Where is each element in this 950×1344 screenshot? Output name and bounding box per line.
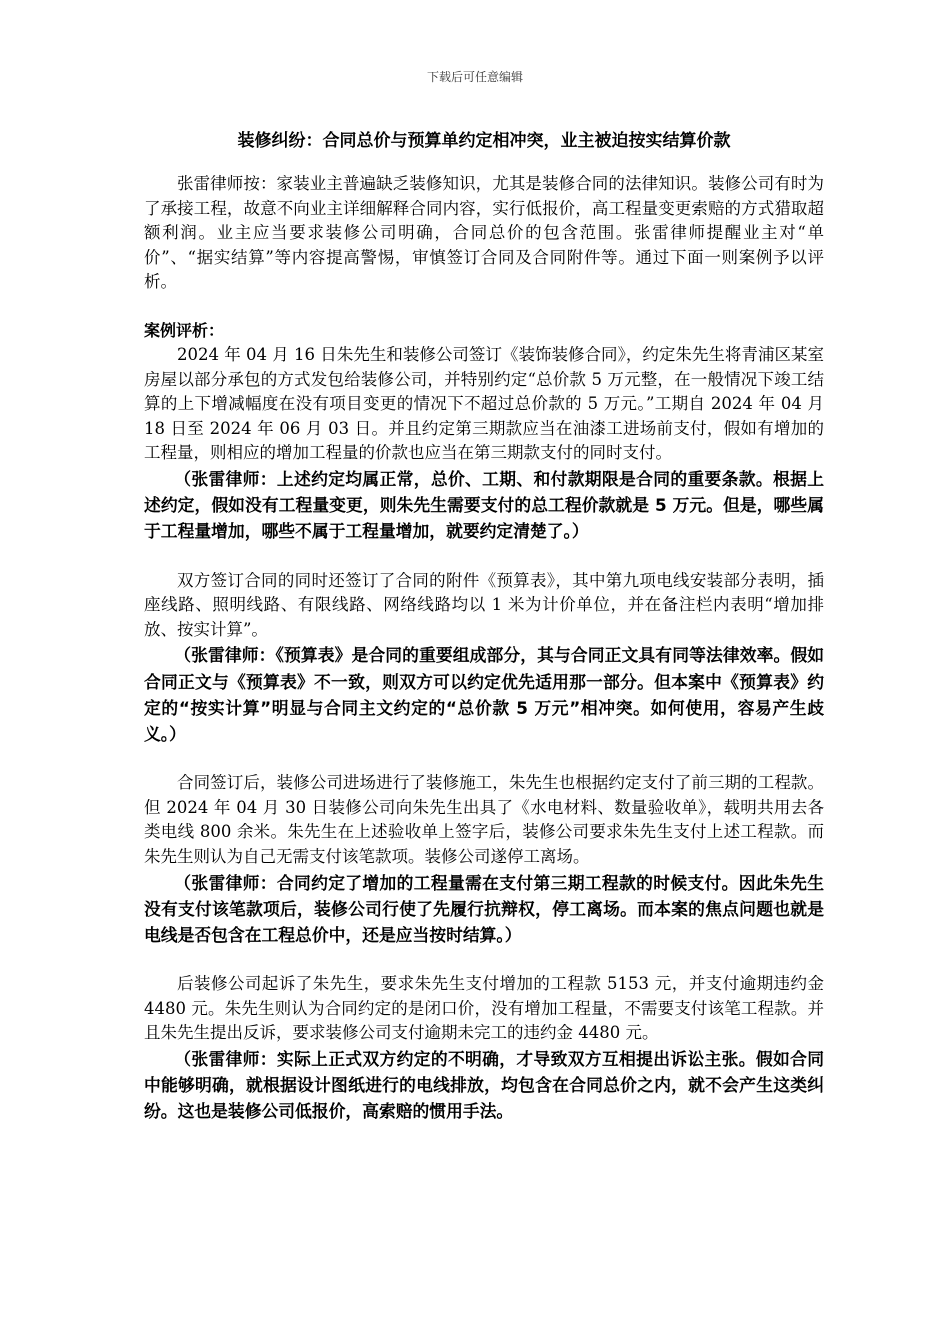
lawyer-comment-4: （张雷律师：实际上正式双方约定的不明确，才导致双方互相提出诉讼主张。假如合同中能够明确，就根据设计图纸进行的电线排放，均包含在合同总价之内，就不会产生这类纠纷。这也是装修公司低报价，高索赔的惯用手法。 (144, 1048, 824, 1122)
case-paragraph-1: 2024 年 04 月 16 日朱先生和装修公司签订《装饰装修合同》，约定朱先生将青浦区某室房屋以部分承包的方式发包给装修公司，并特别约定“总价款 5 万元整，在一般情况下竣工结算的上下增减幅度在没有项目变更的情况下不超过总价款的 5 万元。”工期自 2024 年 04 月 18 日至 2024 年 06 月 03 日。并且约定第三期款应当在油漆工进场前支付，假如有增加的工程量，则相应的增加工程量的价款也应当在第三期款支付的同时支付。 (144, 344, 824, 463)
case-paragraph-3: 合同签订后，装修公司进场进行了装修施工，朱先生也根据约定支付了前三期的工程款。但 2024 年 04 月 30 日装修公司向朱先生出具了《水电材料、数量验收单》，载明共用去各类电线 800 余米。朱先生在上述验收单上签字后，装修公司要求朱先生支付上述工程款。而朱先生则认为自己无需支付该笔款项。装修公司遂停工离场。 (144, 773, 824, 866)
case-paragraph-4: 后装修公司起诉了朱先生，要求朱先生支付增加的工程款 5153 元，并支付逾期违约金 4480 元。朱先生则认为合同约定的是闭口价，没有增加工程量，不需要支付该笔工程款。并且朱先生提出反诉，要求装修公司支付逾期未完工的违约金 4480 元。 (144, 974, 824, 1043)
lawyer-comment-3: （张雷律师：合同约定了增加的工程量需在支付第三期工程款的时候支付。因此朱先生没有支付该笔款项后，装修公司行使了先履行抗辩权，停工离场。而本案的焦点问题也就是电线是否包含在工程总价中，还是应当按时结算。） (144, 872, 824, 945)
intro-paragraph: 张雷律师按：家装业主普遍缺乏装修知识，尤其是装修合同的法律知识。装修公司有时为了承接工程，故意不向业主详细解释合同内容，实行低报价，高工程量变更索赔的方式猎取超额利润。业主应当要求装修公司明确，合同总价的包含范围。张雷律师提醒业主对“单价”、“据实结算”等内容提高警惕，审慎签订合同及合同附件等。通过下面一则案例予以评析。 (144, 174, 824, 292)
lawyer-comment-1: （张雷律师：上述约定均属正常，总价、工期、和付款期限是合同的重要条款。根据上述约定，假如没有工程量变更，则朱先生需要支付的总工程价款就是 5 万元。但是，哪些属于工程量增加，哪些不属于工程量增加，就要约定清楚了。） (144, 468, 824, 542)
case-paragraph-2: 双方签订合同的同时还签订了合同的附件《预算表》，其中第九项电线安装部分表明，插座线路、照明线路、有限线路、网络线路均以 1 米为计价单位，并在备注栏内表明“增加排放、按实计算”。 (144, 570, 824, 639)
section-heading: 案例评析： (144, 320, 225, 340)
document-content (144, 126, 824, 1125)
lawyer-comment-2: （张雷律师：《预算表》是合同的重要组成部分，其与合同正文具有同等法律效率。假如合同正文与《预算表》不一致，则双方可以约定优先适用那一部分。但本案中《预算表》约定的“按实计算”明显与合同主文约定的“总价款 5 万元”相冲突。如何使用，容易产生歧义。） (144, 645, 824, 744)
document-title: 装修纠纷：合同总价与预算单约定相冲突，业主被迫按实结算价款 (237, 131, 731, 151)
header-note: 下载后可任意编辑 (426, 70, 523, 84)
